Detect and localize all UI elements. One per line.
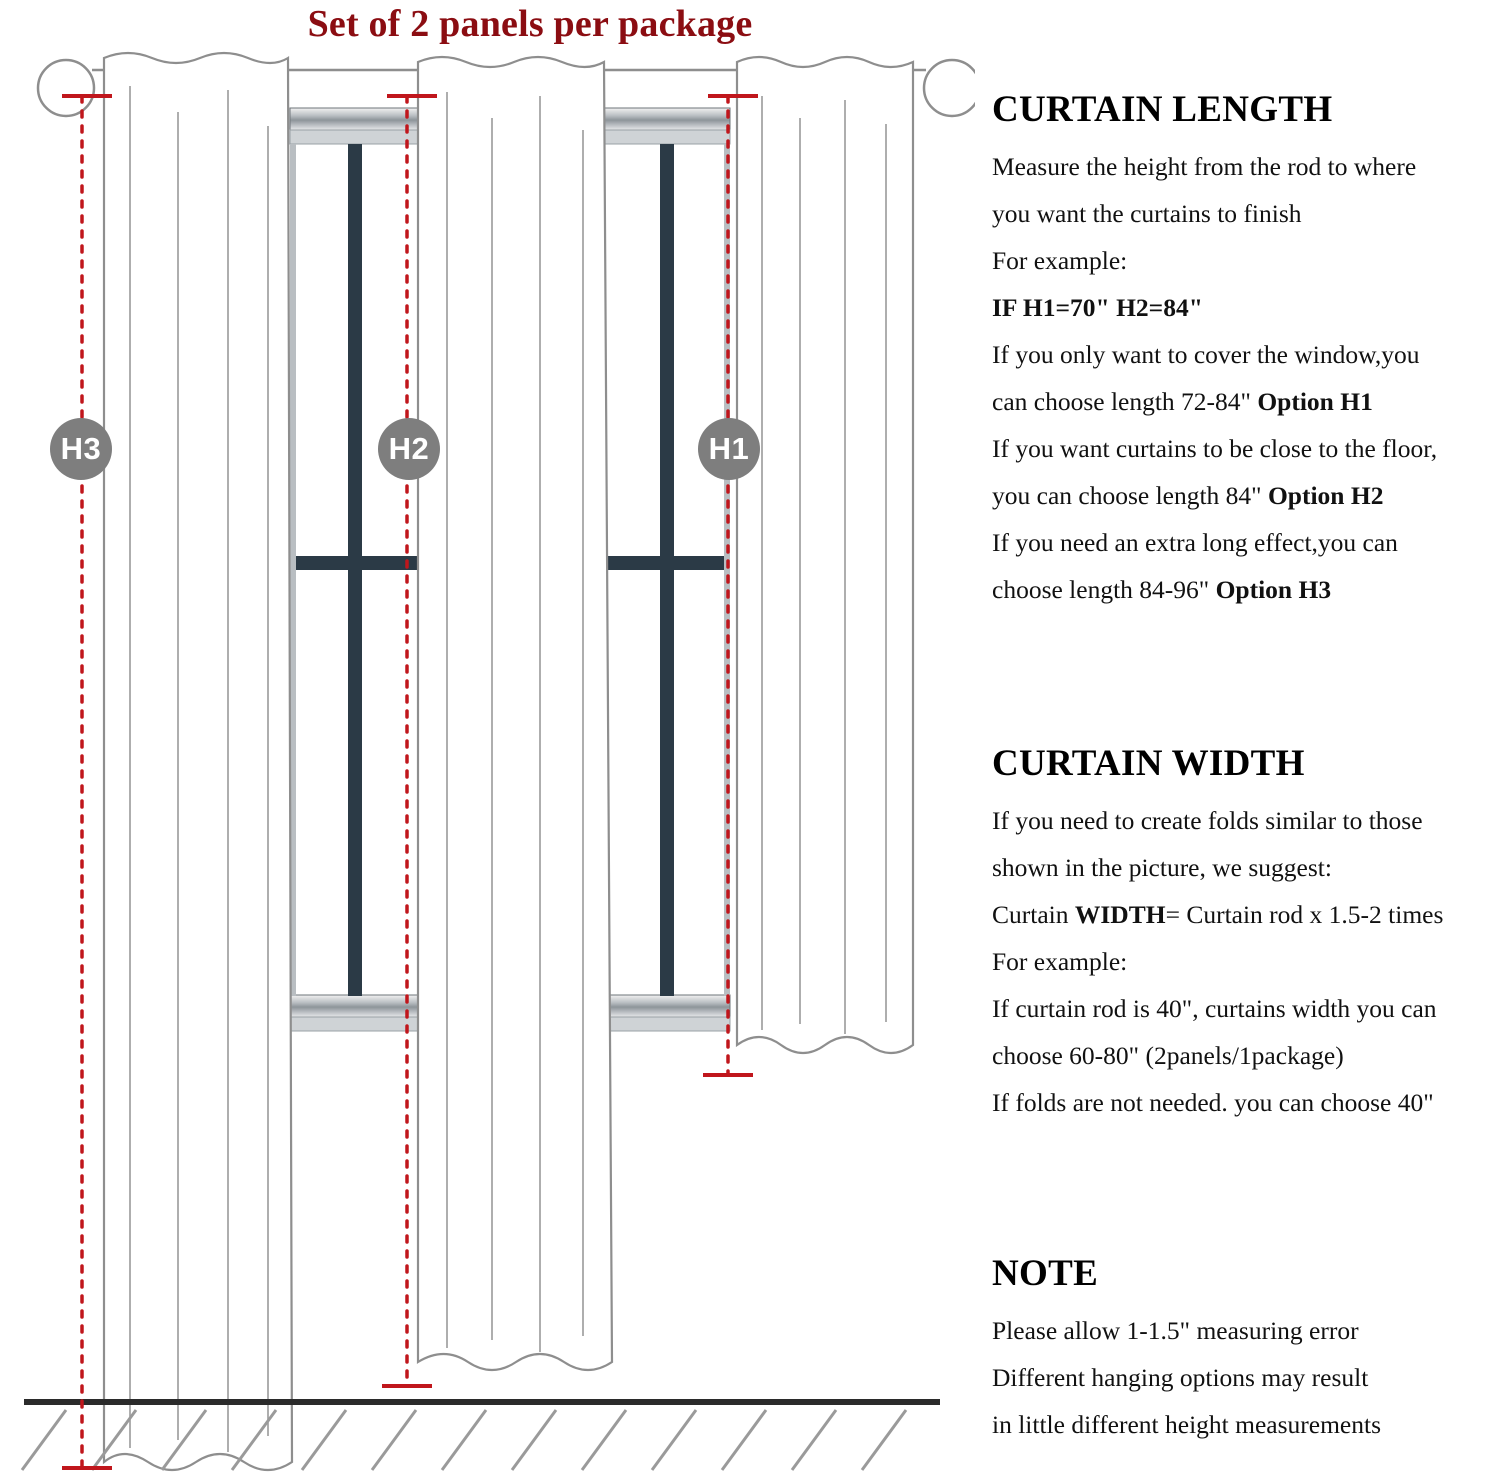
text-line [992, 1354, 1500, 1401]
curtain-width-section [992, 742, 1500, 1126]
measure-label-h3: H3 [50, 418, 112, 480]
body-text: you want the curtains to finish [992, 199, 1302, 228]
emphasis-text: Option H3 [1215, 575, 1332, 604]
curtain-width-body [992, 797, 1500, 1126]
instructions-column [988, 0, 1500, 1483]
body-text: If you need to create folds similar to those [992, 806, 1423, 835]
curtain-width-heading: CURTAIN WIDTH [992, 743, 1305, 784]
body-text: Different hanging options may result [992, 1363, 1369, 1392]
text-line [992, 566, 1500, 613]
emphasis-text: Option H2 [1267, 481, 1384, 510]
body-text: If you want curtains to be close to the floor, [992, 434, 1438, 463]
text-line [992, 331, 1500, 378]
body-text: Please allow 1-1.5" measuring error [992, 1316, 1359, 1345]
body-text: in little different height measurements [992, 1410, 1381, 1439]
page-title: Set of 2 panels per package [307, 3, 753, 45]
text-line [992, 519, 1500, 566]
curtain-panel-h3 [104, 53, 292, 1470]
text-line [992, 190, 1500, 237]
note-body [992, 1307, 1500, 1448]
curtain-length-heading: CURTAIN LENGTH [992, 89, 1333, 130]
body-text: If you only want to cover the window,you [992, 340, 1420, 369]
text-line [992, 891, 1500, 938]
text-line [992, 938, 1500, 985]
text-line [992, 844, 1500, 891]
text-line [992, 1032, 1500, 1079]
emphasis-text: WIDTH [1074, 900, 1166, 929]
text-line [992, 425, 1500, 472]
note-heading: NOTE [992, 1253, 1099, 1294]
body-text: For example: [992, 246, 1128, 275]
text-line [992, 797, 1500, 844]
body-text: can choose length 72-84" [992, 387, 1258, 416]
text-line [992, 237, 1500, 284]
emphasis-text: IF H1=70" H2=84" [992, 293, 1203, 322]
body-text: choose 60-80" (2panels/1package) [992, 1041, 1344, 1070]
note-section [992, 1252, 1500, 1448]
text-line [992, 1079, 1500, 1126]
curtain-length-body [992, 143, 1500, 613]
text-line [992, 985, 1500, 1032]
body-text: you can choose length 84" [992, 481, 1268, 510]
body-text: Curtain [992, 900, 1075, 929]
measure-label-h1: H1 [698, 418, 760, 480]
measure-label-h2: H2 [378, 418, 440, 480]
body-text: If curtain rod is 40", curtains width you can [992, 994, 1437, 1023]
text-line [992, 143, 1500, 190]
body-text: If you need an extra long effect,you can [992, 528, 1398, 557]
body-text: For example: [992, 947, 1128, 976]
curtain-length-section [992, 88, 1500, 613]
text-line [992, 1307, 1500, 1354]
body-text: shown in the picture, we suggest: [992, 853, 1332, 882]
text-line [992, 378, 1500, 425]
curtain-panel-h1 [737, 57, 913, 1053]
text-line [992, 284, 1500, 331]
body-text: choose length 84-96" [992, 575, 1216, 604]
body-text: If folds are not needed. you can choose 40" [992, 1088, 1434, 1117]
curtain-panel-h2 [418, 57, 612, 1370]
text-line [992, 472, 1500, 519]
emphasis-text: Option H1 [1257, 387, 1373, 416]
text-line [992, 1401, 1500, 1448]
body-text: = Curtain rod x 1.5-2 times [1165, 900, 1444, 929]
body-text: Measure the height from the rod to where [992, 152, 1417, 181]
